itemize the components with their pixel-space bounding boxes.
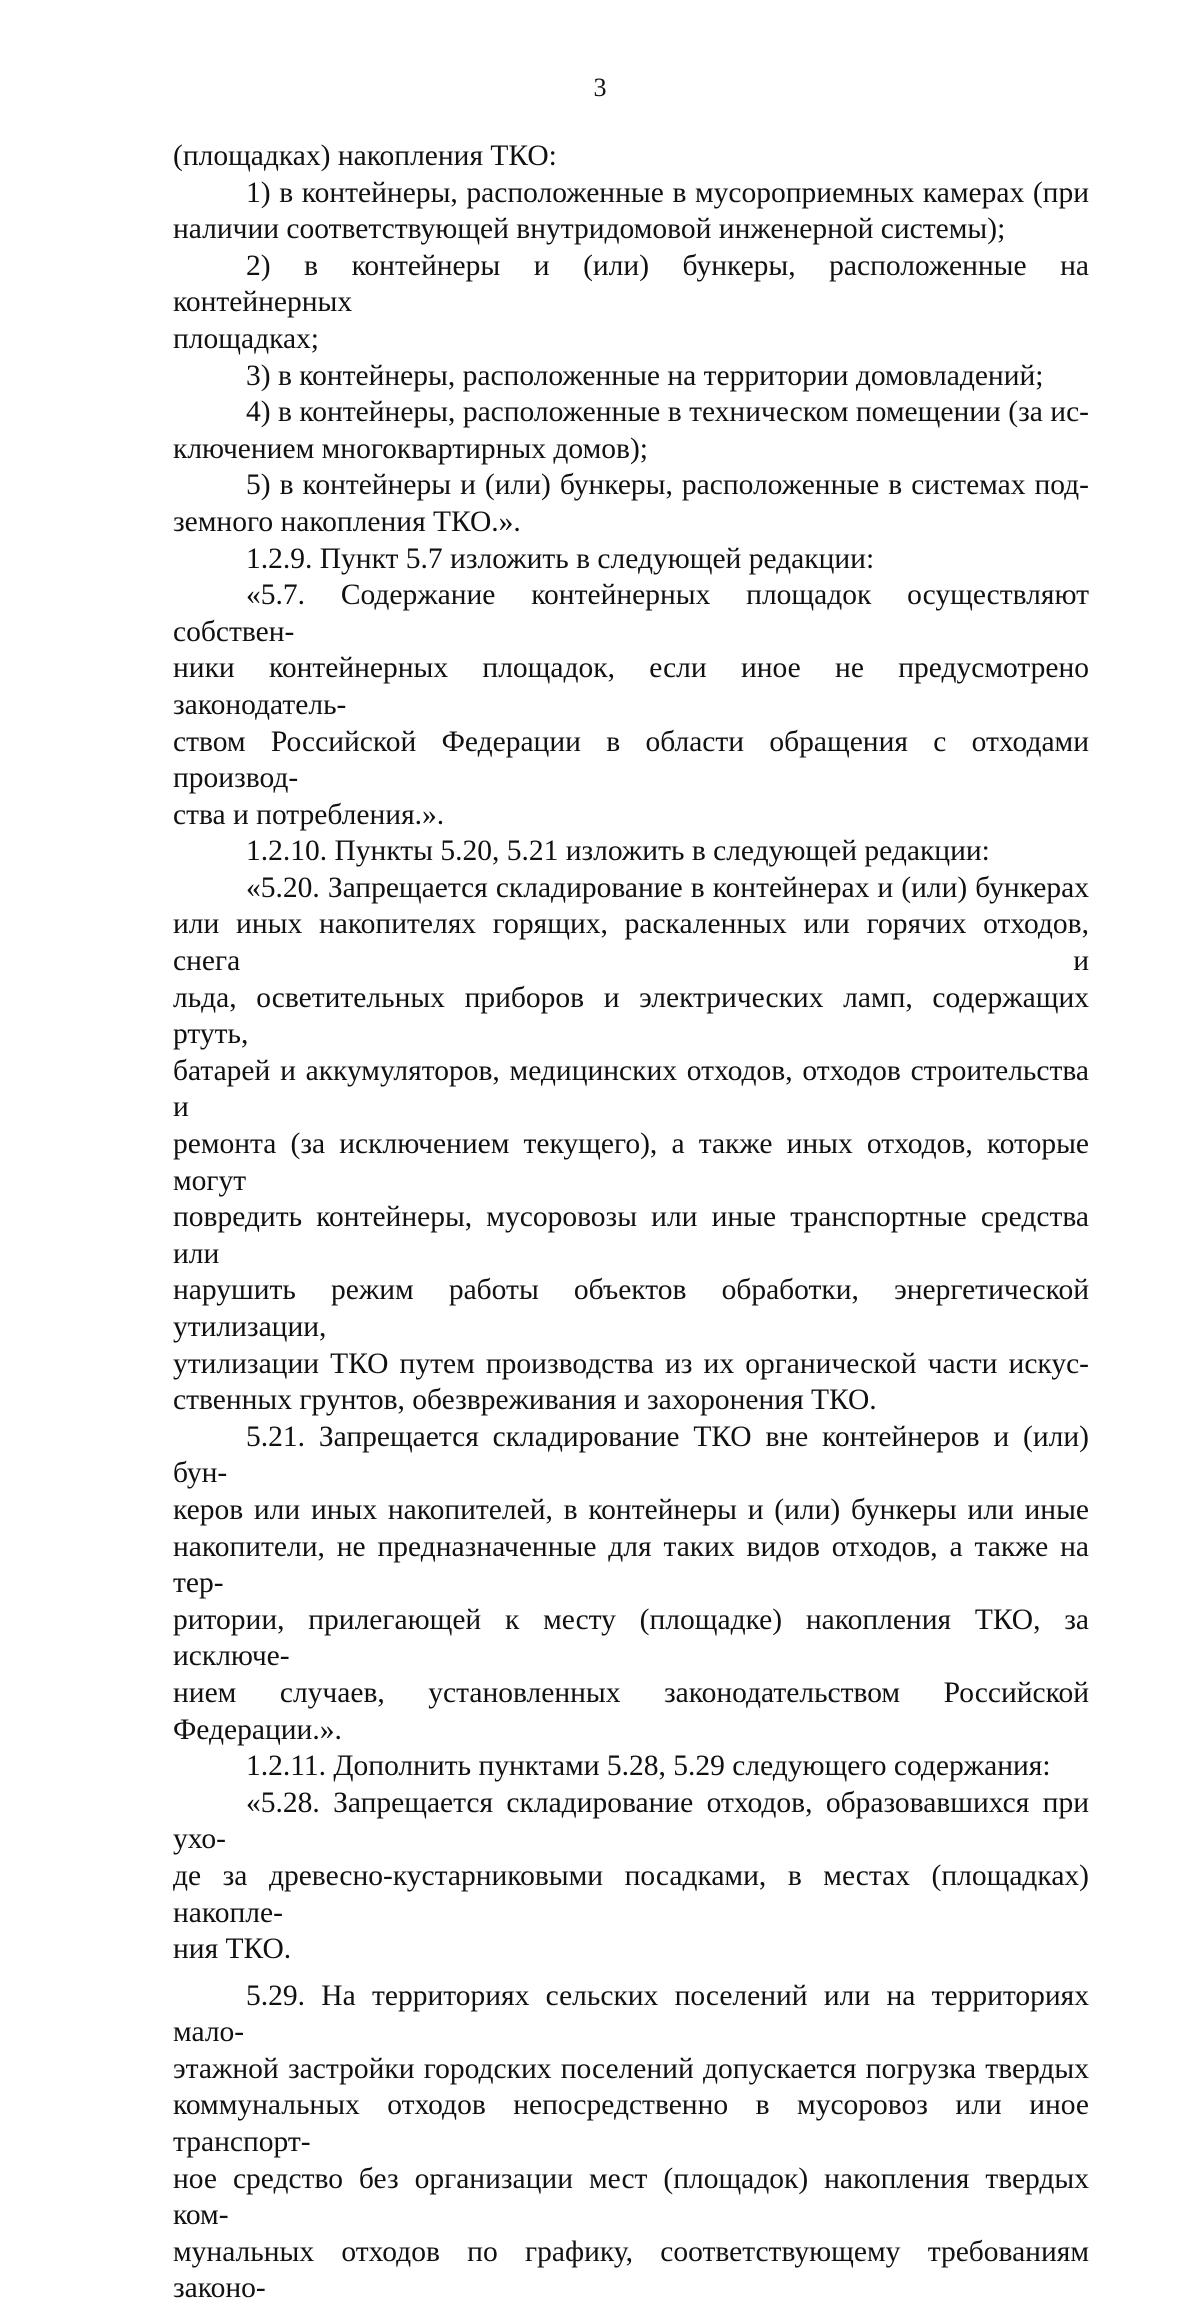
text-line: 2) в контейнеры и (или) бункеры, расположенные на контейнерных — [173, 249, 1089, 319]
text-line: 3) в контейнеры, расположенные на территории домовладений; — [246, 359, 1044, 392]
text-line: накопители, не предназначенные для таких видов отходов, а также на тер- — [173, 1530, 1089, 1600]
paragraph — [173, 138, 1089, 175]
document-body — [173, 138, 1089, 2307]
text-line: «5.28. Запрещается складирование отходов, образовавшихся при ухо- — [173, 1786, 1089, 1856]
paragraph — [173, 175, 1089, 248]
text-line: (площадках) накопления ТКО: — [173, 140, 557, 172]
text-line: 4) в контейнеры, расположенные в техническом помещении (за ис- — [246, 396, 1089, 429]
text-line: нием случаев, установленных законодательством Российской Федерации.». — [173, 1676, 1089, 1746]
text-line: ремонта (за исключением текущего), а также иных отходов, которые могут — [173, 1128, 1089, 1197]
text-line: ритории, прилегающей к месту (площадке) накопления ТКО, за исключе- — [173, 1603, 1089, 1673]
text-line: 1.2.10. Пункты 5.20, 5.21 изложить в следующей редакции: — [246, 835, 990, 868]
text-line: льда, осветительных приборов и электрических ламп, содержащих ртуть, — [173, 981, 1089, 1051]
text-line: или иных накопителях горящих, раскаленных или горячих отходов, снега и — [173, 908, 1089, 978]
text-line: площадках; — [173, 322, 320, 355]
text-line: «5.7. Содержание контейнерных площадок осуществляют собствен- — [173, 579, 1089, 648]
text-line: мунальных отходов по графику, соответствующему требованиям законо- — [173, 2235, 1089, 2305]
paragraph — [173, 248, 1089, 358]
paragraph — [173, 870, 1089, 1419]
paragraph — [173, 1419, 1089, 1748]
text-line: повредить контейнеры, мусоровозы или иные транспортные средства или — [173, 1201, 1089, 1270]
text-line: де за древесно-кустарниковыми посадками, в местах (площадках) накопле- — [173, 1859, 1089, 1929]
text-line: 1) в контейнеры, расположенные в мусороприемных камерах (при — [246, 176, 1089, 209]
text-line: ственных грунтов, обезвреживания и захоронения ТКО. — [173, 1384, 877, 1417]
text-line: ния ТКО. — [173, 1933, 292, 1966]
paragraph — [173, 1785, 1089, 1968]
paragraph — [173, 1978, 1089, 2307]
text-line: «5.20. Запрещается складирование в контейнерах и (или) бункерах — [246, 871, 1089, 904]
text-line: 5.21. Запрещается складирование ТКО вне контейнеров и (или) бун- — [173, 1420, 1089, 1490]
text-line: наличии соответствующей внутридомовой инженерной системы); — [173, 213, 1006, 246]
paragraph — [173, 833, 1089, 870]
text-line: этажной застройки городских поселений допускается погрузка твердых — [173, 2052, 1089, 2085]
text-line: ключением многоквартирных домов); — [173, 432, 648, 465]
text-line: ством Российской Федерации в области обращения с отходами производ- — [173, 725, 1089, 795]
text-line: ное средство без организации мест (площадок) накопления твердых ком- — [173, 2162, 1089, 2232]
text-line: земного накопления ТКО.». — [173, 505, 521, 538]
text-line: коммунальных отходов непосредственно в мусоровоз или иное транспорт- — [173, 2089, 1089, 2159]
page-number: 3 — [593, 73, 607, 102]
text-line: ники контейнерных площадок, если иное не предусмотрено законодатель- — [173, 652, 1089, 721]
text-line: ства и потребления.». — [173, 798, 445, 831]
text-line: утилизации ТКО путем производства из их органической части искус- — [173, 1347, 1089, 1380]
text-line: 1.2.9. Пункт 5.7 изложить в следующей редакции: — [246, 542, 875, 575]
paragraph — [173, 467, 1089, 540]
paragraph — [173, 541, 1089, 578]
text-line: нарушить режим работы объектов обработки, энергетической утилизации, — [173, 1274, 1089, 1343]
text-line: 5.29. На территориях сельских поселений или на территориях мало- — [173, 1979, 1089, 2049]
text-line: 5) в контейнеры и (или) бункеры, расположенные в системах под- — [246, 469, 1089, 502]
text-line: керов или иных накопителей, в контейнеры и (или) бункеры или иные — [173, 1493, 1089, 1526]
paragraph — [173, 358, 1089, 395]
text-line: батарей и аккумуляторов, медицинских отходов, отходов строительства и — [173, 1054, 1089, 1124]
paragraph — [173, 577, 1089, 833]
paragraph — [173, 394, 1089, 467]
text-line: 1.2.11. Дополнить пунктами 5.28, 5.29 следующего содержания: — [246, 1750, 1051, 1783]
paragraph — [173, 1748, 1089, 1785]
